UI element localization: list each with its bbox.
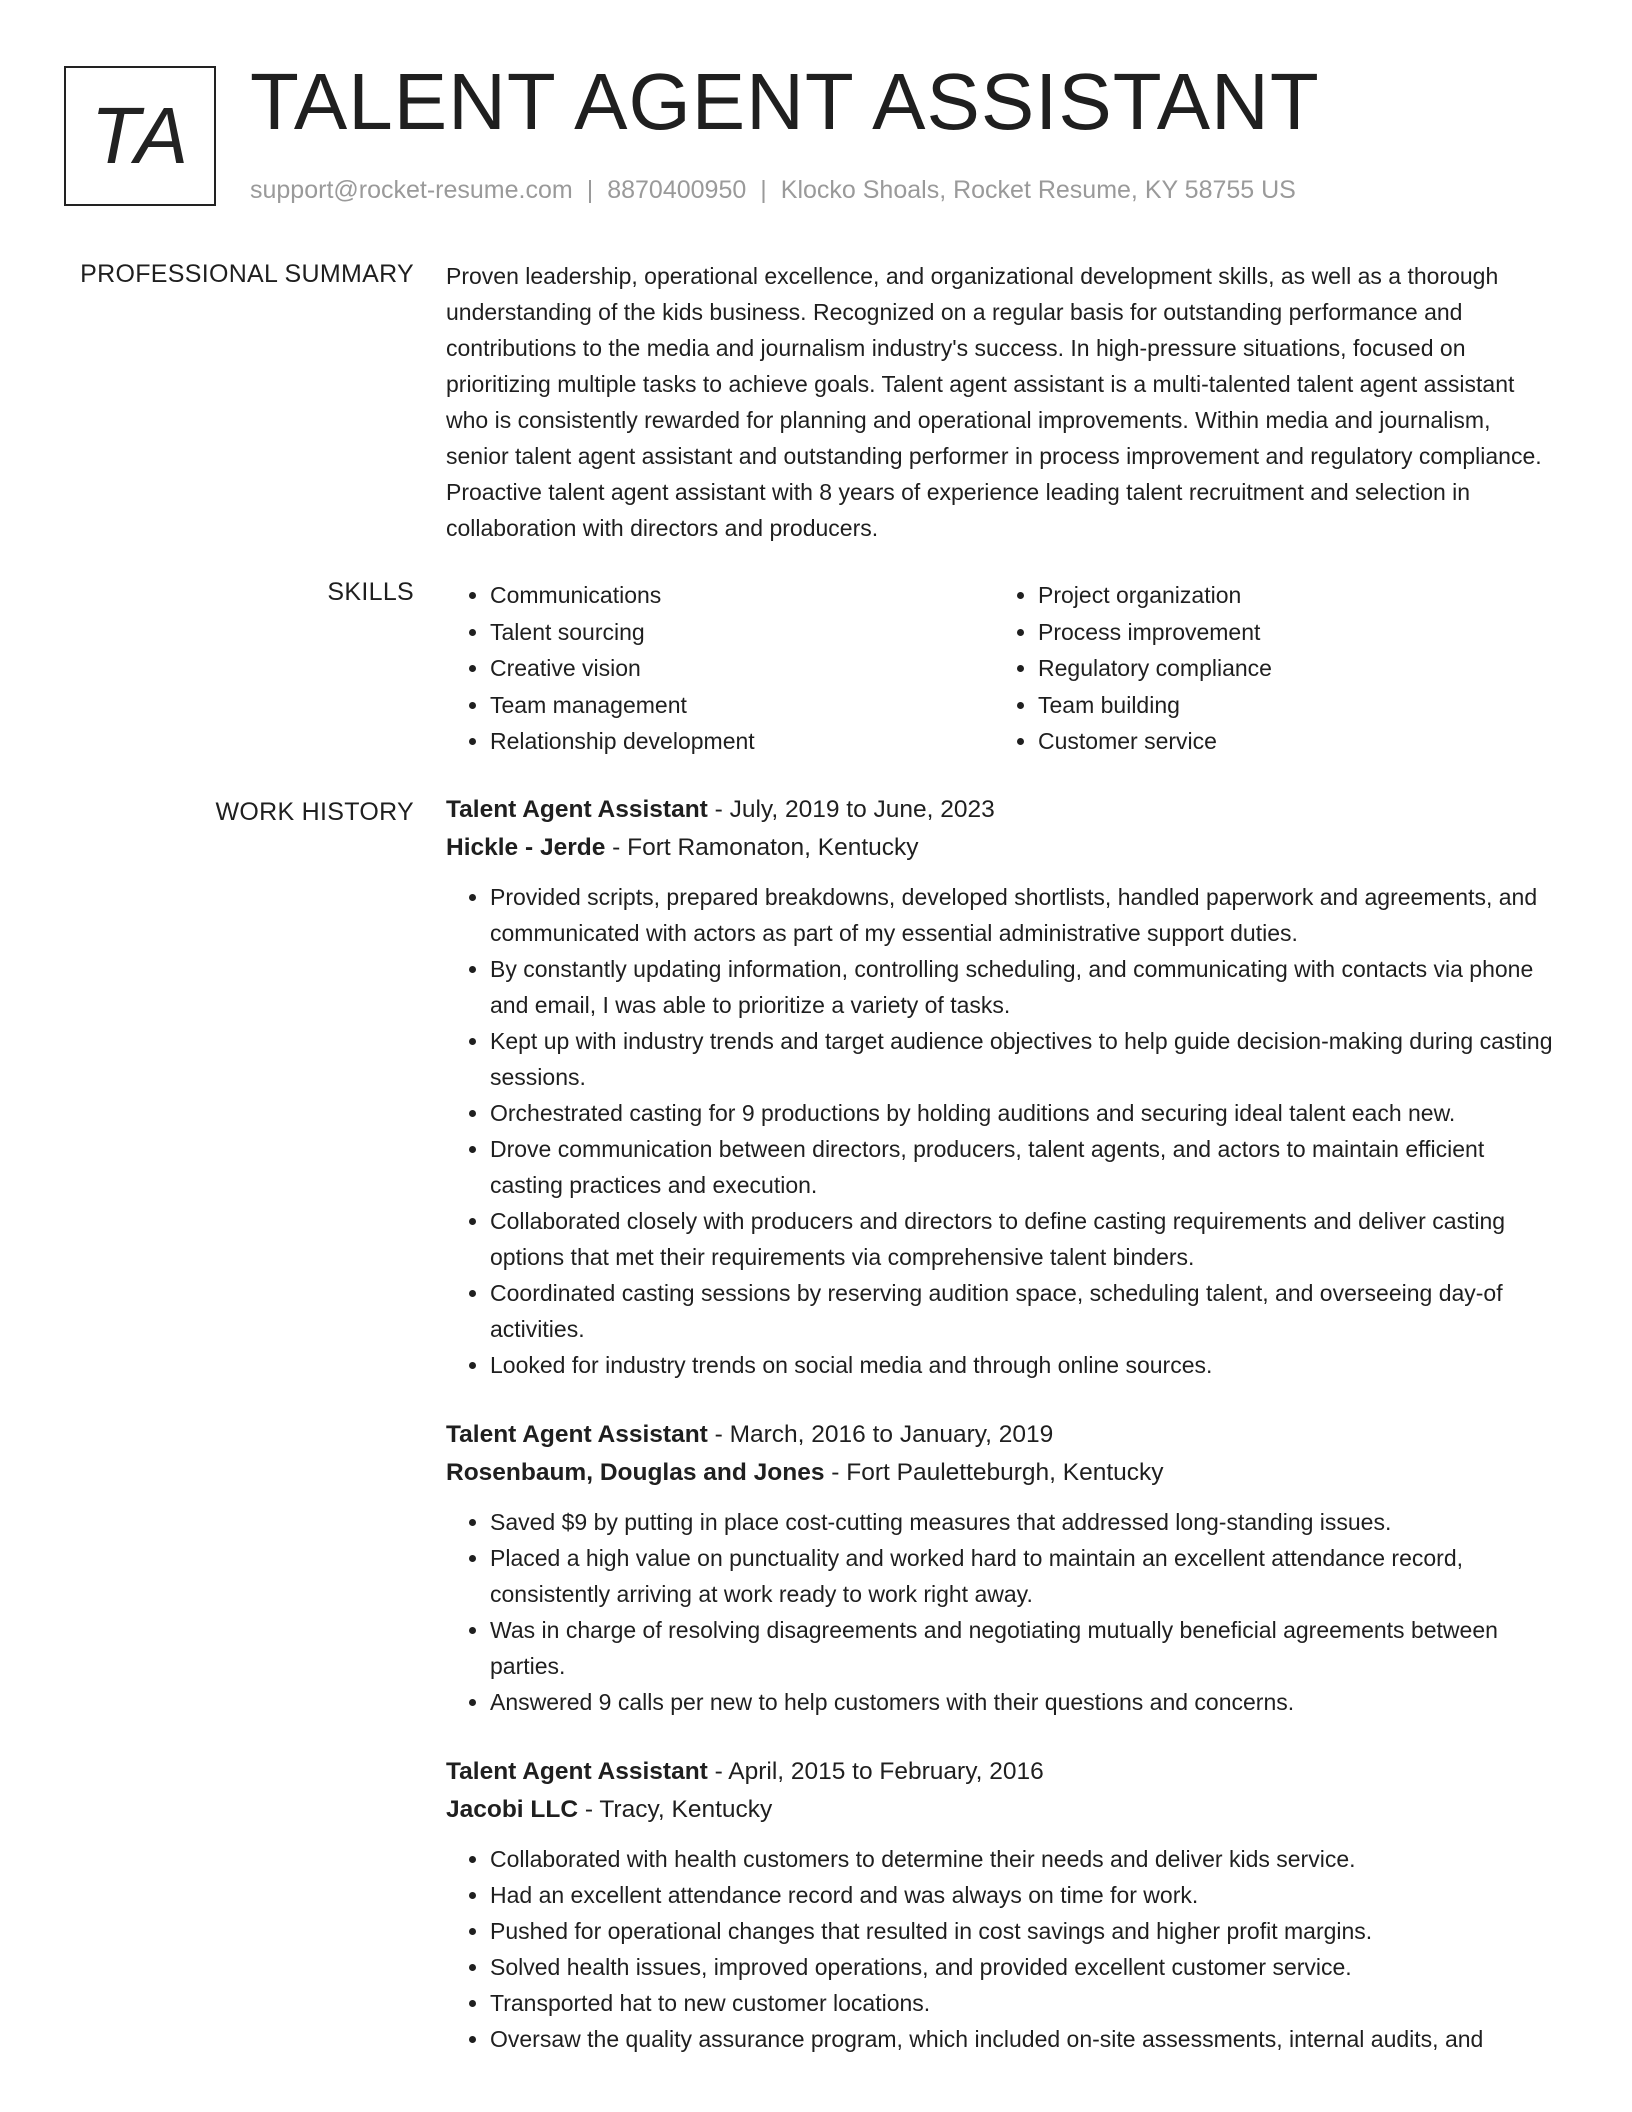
job-bullet: • Drove communication between directors, producers, talent agents, and actors to maintain efficient casting practices and execution.: [490, 1131, 1558, 1203]
job-entry: [446, 1416, 1558, 1720]
job-bullet: • Transported hat to new customer locations.: [490, 1985, 1558, 2021]
skill-item: • Team building: [1038, 687, 1542, 724]
job-entry: [446, 1753, 1558, 2057]
job-title-line: [446, 791, 1558, 829]
job-bullet: • Was in charge of resolving disagreements and negotiating mutually beneficial agreements between parties.: [490, 1612, 1558, 1684]
job-company-line: [446, 1791, 1558, 1829]
skills-column-left: [446, 577, 994, 760]
job-entry: [446, 791, 1558, 1383]
job-company-line: [446, 1454, 1558, 1492]
summary-text: Proven leadership, operational excellence, and organizational development skills, as well as a thorough understanding of the kids business. Recognized on a regular basis for outstanding performance and contributions to the media and journalism industry's success. In high-pressure situations, focused on prioritizing multiple tasks to achieve goals. Talent agent assistant is a multi-talented talent agent assistant who is consistently rewarded for planning and operational improvements. Within media and journalism, senior talent agent assistant and outstanding performer in process improvement and regulatory compliance. Proactive talent agent assistant with 8 years of experience leading talent recruitment and selection in collaboration with directors and producers.: [446, 263, 1542, 541]
skills-list: [446, 577, 1558, 760]
skill-item: • Process improvement: [1038, 614, 1542, 651]
job-location: - Fort Ramonaton, Kentucky: [605, 834, 919, 861]
job-bullet: • Oversaw the quality assurance program, which included on-site assessments, internal audits, and: [490, 2021, 1558, 2057]
job-bullet: • Orchestrated casting for 9 productions by holding auditions and securing ideal talent each new.: [490, 1095, 1558, 1131]
job-dates: - March, 2016 to January, 2019: [707, 1421, 1054, 1448]
skill-item: • Customer service: [1038, 723, 1542, 760]
contact-line: [250, 172, 1296, 208]
skill-item: • Regulatory compliance: [1038, 650, 1542, 687]
job-bullet: • Coordinated casting sessions by reserving audition space, scheduling talent, and overseeing day-of activities.: [490, 1275, 1558, 1347]
phone-number: 8870400950: [607, 176, 747, 204]
job-bullet: • Collaborated closely with producers and directors to define casting requirements and deliver casting options that met their requirements via comprehensive talent binders.: [490, 1203, 1558, 1275]
job-title-line: [446, 1416, 1558, 1454]
section-label-skills: SKILLS: [327, 578, 414, 606]
job-bullet: • Saved $9 by putting in place cost-cutting measures that addressed long-standing issues.: [490, 1504, 1558, 1540]
skill-item: • Talent sourcing: [490, 614, 994, 651]
job-title: Talent Agent Assistant: [446, 796, 708, 823]
email-link[interactable]: support@rocket-resume.com: [250, 176, 573, 204]
job-title: Talent Agent Assistant: [446, 1421, 708, 1448]
job-title-line: [446, 1753, 1558, 1791]
job-title: Talent Agent Assistant: [446, 1758, 708, 1785]
job-location: - Fort Pauletteburgh, Kentucky: [824, 1459, 1164, 1486]
job-dates: - July, 2019 to June, 2023: [707, 796, 995, 823]
skill-item: • Communications: [490, 577, 994, 614]
skill-item: • Creative vision: [490, 650, 994, 687]
job-company: Hickle - Jerde: [446, 834, 606, 861]
job-bullet: • Provided scripts, prepared breakdowns, developed shortlists, handled paperwork and agreements, and communicated with actors as part of my essential administrative support duties.: [490, 879, 1558, 951]
monogram-initials: TA: [90, 91, 190, 180]
work-history: [446, 791, 1558, 2090]
job-company: Rosenbaum, Douglas and Jones: [446, 1459, 825, 1486]
job-company: Jacobi LLC: [446, 1796, 579, 1823]
skill-item: • Project organization: [1038, 577, 1542, 614]
job-bullet: • Pushed for operational changes that resulted in cost savings and higher profit margins.: [490, 1913, 1558, 1949]
job-bullets: [446, 1841, 1558, 2057]
job-bullet: • Answered 9 calls per new to help customers with their questions and concerns.: [490, 1684, 1558, 1720]
section-label-summary: PROFESSIONAL SUMMARY: [80, 260, 414, 288]
job-bullets: [446, 1504, 1558, 1720]
job-bullet: • Solved health issues, improved operations, and provided excellent customer service.: [490, 1949, 1558, 1985]
contact-separator: |: [586, 176, 594, 204]
job-bullet: • Kept up with industry trends and target audience objectives to help guide decision-making during casting sessions.: [490, 1023, 1558, 1095]
job-company-line: [446, 829, 1558, 867]
job-bullet: • Looked for industry trends on social media and through online sources.: [490, 1347, 1558, 1383]
job-dates: - April, 2015 to February, 2016: [707, 1758, 1044, 1785]
section-label-work: WORK HISTORY: [215, 798, 414, 826]
job-location: - Tracy, Kentucky: [578, 1796, 773, 1823]
monogram-box: [64, 66, 216, 206]
job-bullets: [446, 879, 1558, 1383]
job-bullet: • Placed a high value on punctuality and worked hard to maintain an excellent attendance record, consistently arriving at work ready to work right away.: [490, 1540, 1558, 1612]
contact-separator: |: [760, 176, 767, 204]
job-bullet: • Had an excellent attendance record and was always on time for work.: [490, 1877, 1558, 1913]
skills-column-right: [994, 577, 1542, 760]
skill-item: • Relationship development: [490, 723, 994, 760]
skill-item: • Team management: [490, 687, 994, 724]
address: Klocko Shoals, Rocket Resume, KY 58755 US: [780, 176, 1296, 204]
job-bullet: • By constantly updating information, controlling scheduling, and communicating with contacts via phone and email, I was able to prioritize a variety of tasks.: [490, 951, 1558, 1023]
job-bullet: • Collaborated with health customers to determine their needs and deliver kids service.: [490, 1841, 1558, 1877]
resume-name: TALENT AGENT ASSISTANT: [250, 57, 1320, 146]
